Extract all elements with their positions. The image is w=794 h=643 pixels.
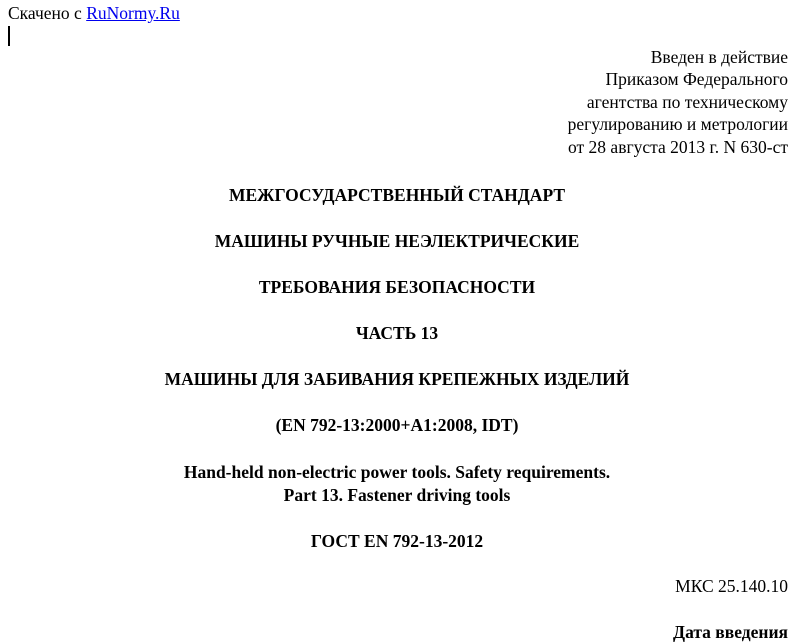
approval-line: регулированию и метрологии [567, 114, 788, 135]
approval-line: Введен в действие [650, 47, 788, 67]
source-line [8, 3, 180, 23]
intro-date-label: Дата введения [673, 622, 788, 642]
part-heading: ЧАСТЬ 13 [355, 323, 439, 343]
requirements-heading: ТРЕБОВАНИЯ БЕЗОПАСНОСТИ [258, 277, 536, 297]
approval-line: агентства по техническому [586, 91, 788, 112]
equivalence-note: (EN 792-13:2000+A1:2008, IDT) [275, 415, 519, 435]
source-prefix: Скачено с [8, 3, 82, 23]
source-link[interactable]: RuNormy.Ru [86, 3, 180, 23]
approval-line: Приказом Федерального [605, 69, 788, 90]
english-title-line-2: Part 13. Fastener driving tools [283, 485, 511, 505]
mks-code: МКС 25.140.10 [675, 576, 788, 596]
approval-line: от 28 августа 2013 г. N 630-ст [568, 136, 788, 157]
english-title-line-1: Hand-held non-electric power tools. Safety requirements. [183, 462, 611, 482]
subtitle-heading: МАШИНЫ ДЛЯ ЗАБИВАНИЯ КРЕПЕЖНЫХ ИЗДЕЛИЙ [164, 369, 630, 389]
standard-type-heading: МЕЖГОСУДАРСТВЕННЫЙ СТАНДАРТ [228, 185, 566, 205]
standard-designation: ГОСТ EN 792-13-2012 [310, 531, 484, 551]
title-heading: МАШИНЫ РУЧНЫЕ НЕЭЛЕКТРИЧЕСКИЕ [214, 231, 580, 251]
approval-block [568, 46, 788, 158]
text-cursor [8, 26, 10, 46]
